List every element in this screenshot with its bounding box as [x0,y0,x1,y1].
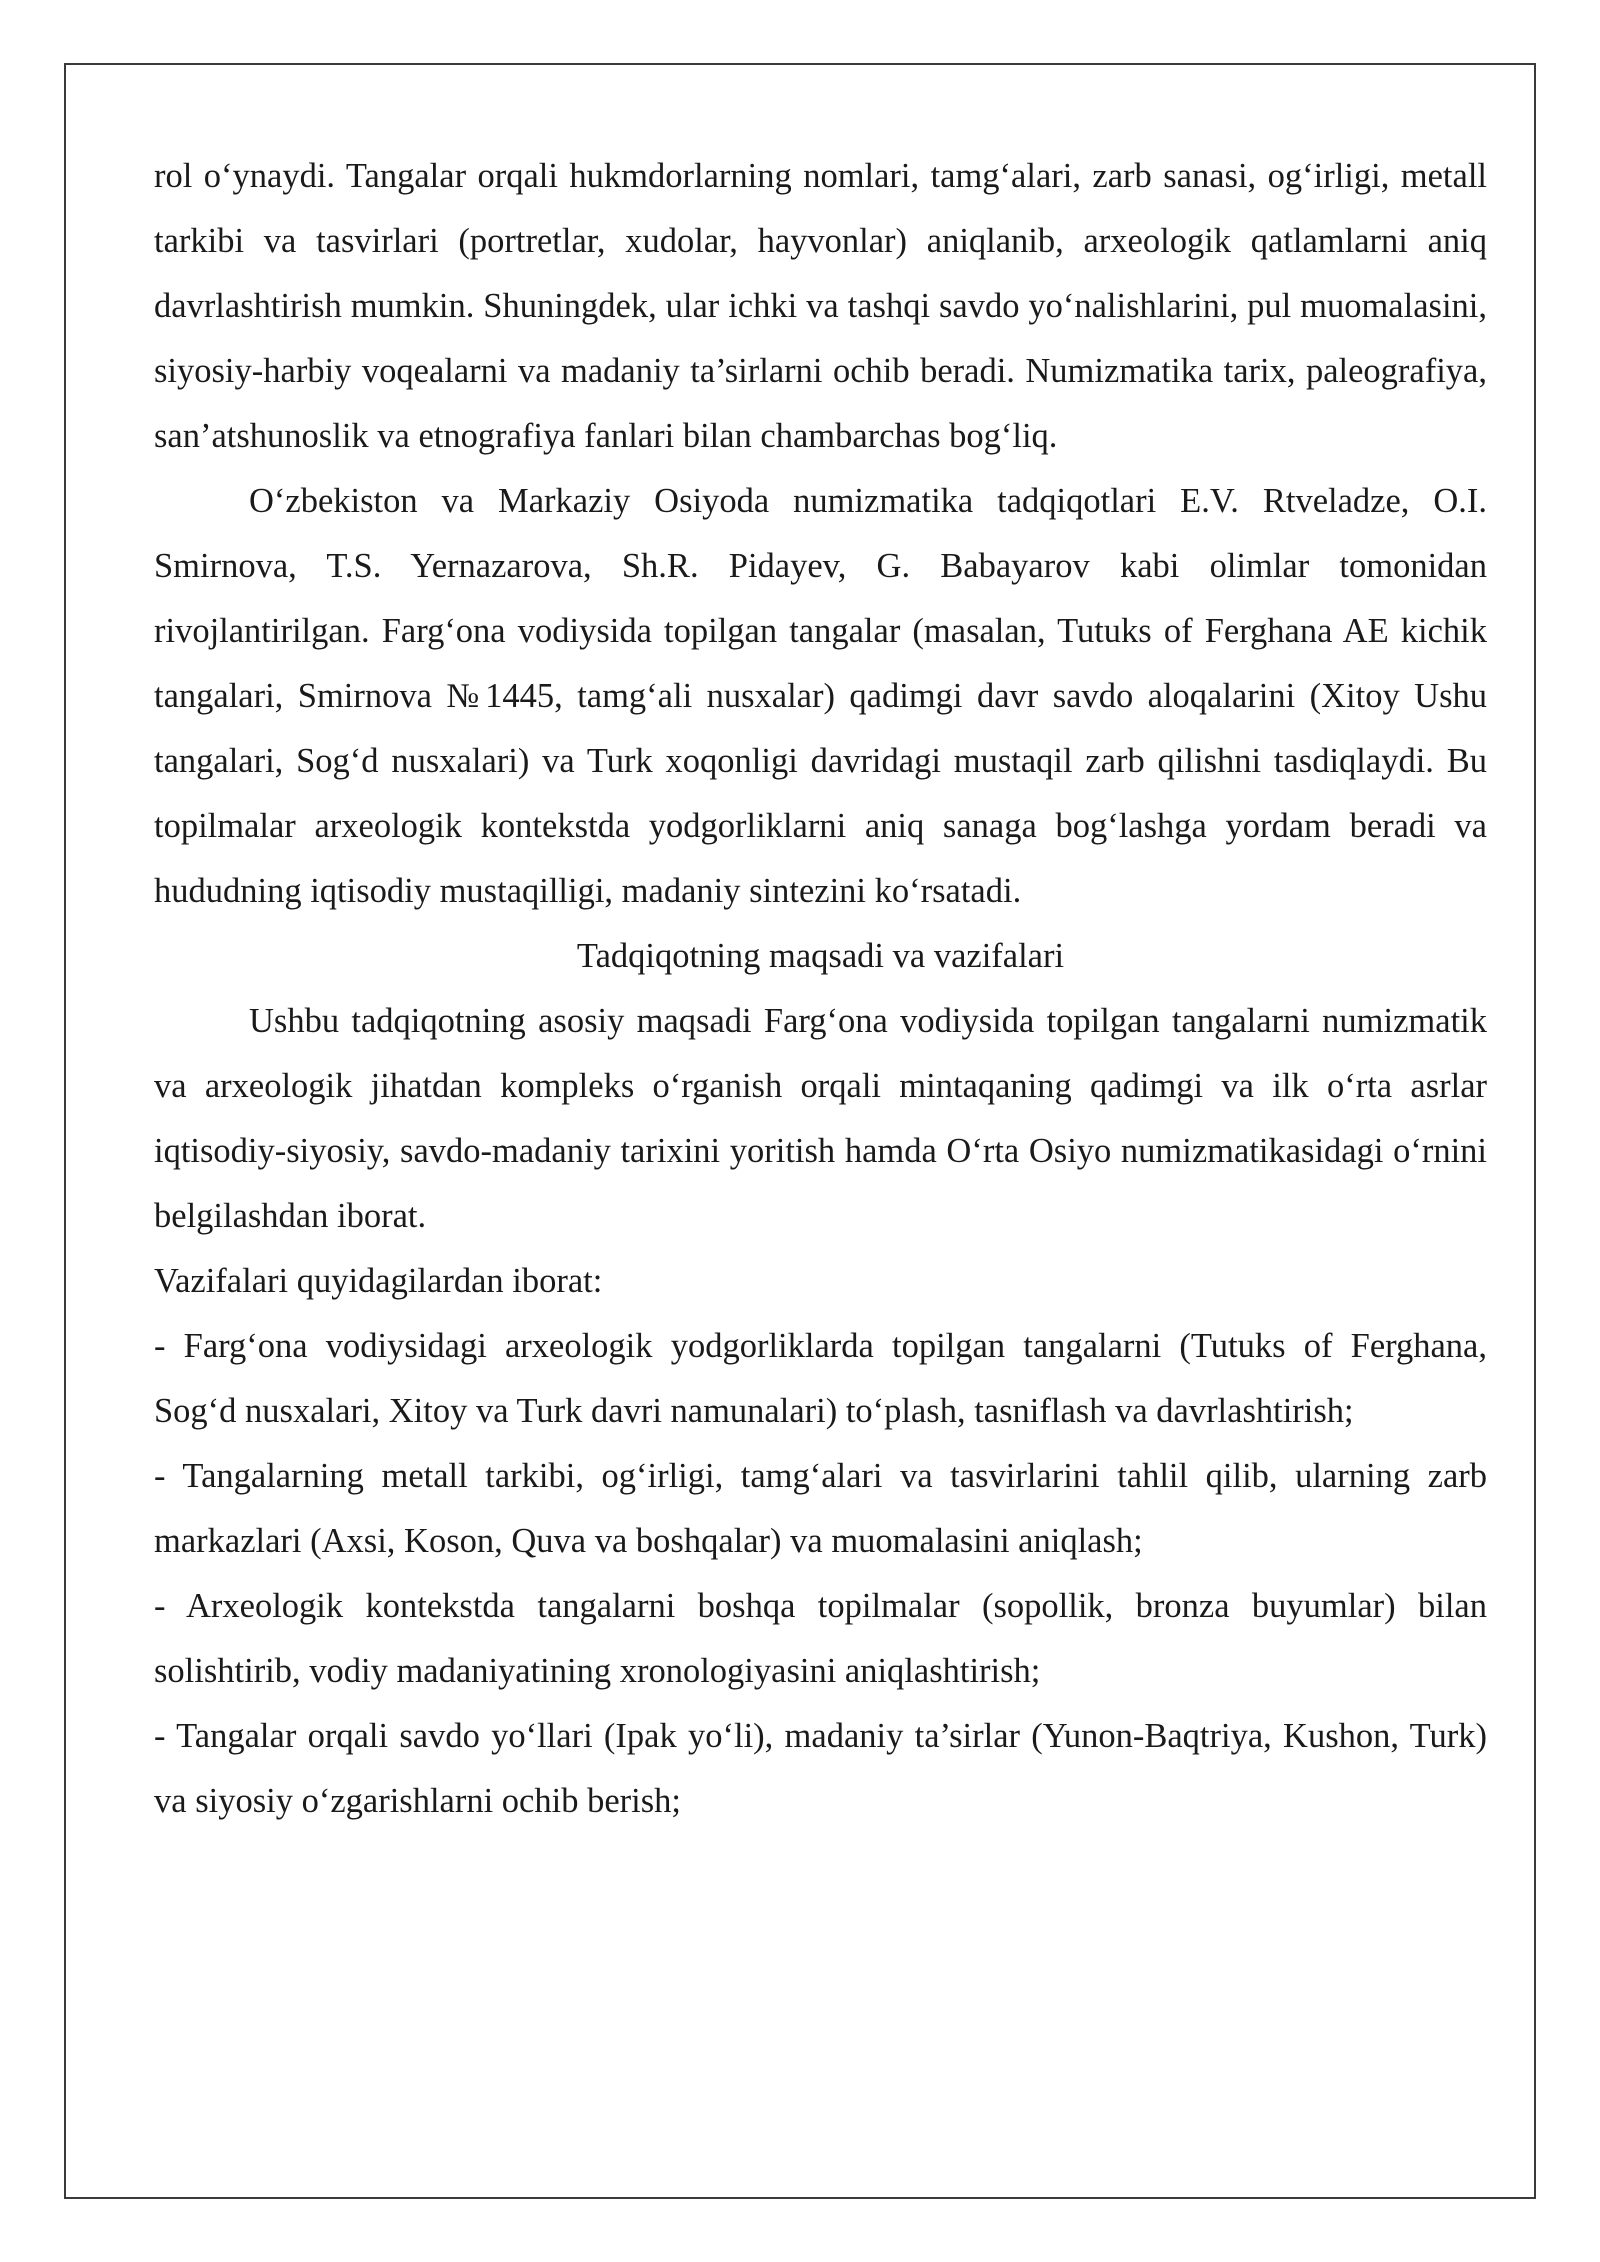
task-list-item: - Arxeologik kontekstda tangalarni boshqa topilmalar (sopollik, bronza buyumlar) bilan solishtirib, vodiy madaniyatining xronologiyasini aniqlashtirish; [154,1587,1487,1690]
paragraph-numismatics-role: rol o‘ynaydi. Tangalar orqali hukmdorlarning nomlari, tamg‘alari, zarb sanasi, og‘irligi, metall tarkibi va tasvirlari (portretlar, xudolar, hayvonlar) aniqlanib, arxeologik qatlamlarni aniq davrlashtirish mumkin. Shuningdek, ular ichki va tashqi savdo yo‘nalishlarini, pul muomalasini, siyosiy-harbiy voqealarni va madaniy ta’sirlarni ochib beradi. Numizmatika tarix, paleografiya, san’atshunoslik va etnografiya fanlari bilan chambarchas bog‘liq. [154,157,1487,455]
document-body [154,144,1487,1834]
tasks-intro: Vazifalari quyidagilardan iborat: [154,1262,603,1300]
task-list-item: - Tangalar orqali savdo yo‘llari (Ipak yo‘li), madaniy ta’sirlar (Yunon-Baqtriya, Kushon, Turk) va siyosiy o‘zgarishlarni ochib berish; [154,1717,1487,1820]
paragraph-research-history: O‘zbekiston va Markaziy Osiyoda numizmatika tadqiqotlari E.V. Rtveladze, O.I. Smirnova, T.S. Yernazarova, Sh.R. Pidayev, G. Babayarov kabi olimlar tomonidan rivojlantirilgan. Farg‘ona vodiysida topilgan tangalar (masalan, Tutuks of Ferghana AE kichik tangalari, Smirnova №1445, tamg‘ali nusxalar) qadimgi davr savdo aloqalarini (Xitoy Ushu tangalari, Sog‘d nusxalari) va Turk xoqonligi davridagi mustaqil zarb qilishni tasdiqlaydi. Bu topilmalar arxeologik kontekstda yodgorliklarni aniq sanaga bog‘lashga yordam beradi va hududning iqtisodiy mustaqilligi, madaniy sintezini ko‘rsatadi. [154,482,1487,910]
section-heading-goals: Tadqiqotning maqsadi va vazifalari [576,937,1065,975]
paragraph-research-goal: Ushbu tadqiqotning asosiy maqsadi Farg‘ona vodiysida topilgan tangalarni numizmatik va arxeologik jihatdan kompleks o‘rganish orqali mintaqaning qadimgi va ilk o‘rta asrlar iqtisodiy-siyosiy, savdo-madaniy tarixini yoritish hamda O‘rta Osiyo numizmatikasidagi o‘rnini belgilashdan iborat. [154,1002,1487,1235]
task-list-item: - Tangalarning metall tarkibi, og‘irligi, tamg‘alari va tasvirlarini tahlil qilib, ularning zarb markazlari (Axsi, Koson, Quva va boshqalar) va muomalasini aniqlash; [154,1457,1487,1560]
task-list-item: - Farg‘ona vodiysidagi arxeologik yodgorliklarda topilgan tangalarni (Tutuks of Ferghana, Sog‘d nusxalari, Xitoy va Turk davri namunalari) to‘plash, tasniflash va davrlashtirish; [154,1327,1487,1430]
